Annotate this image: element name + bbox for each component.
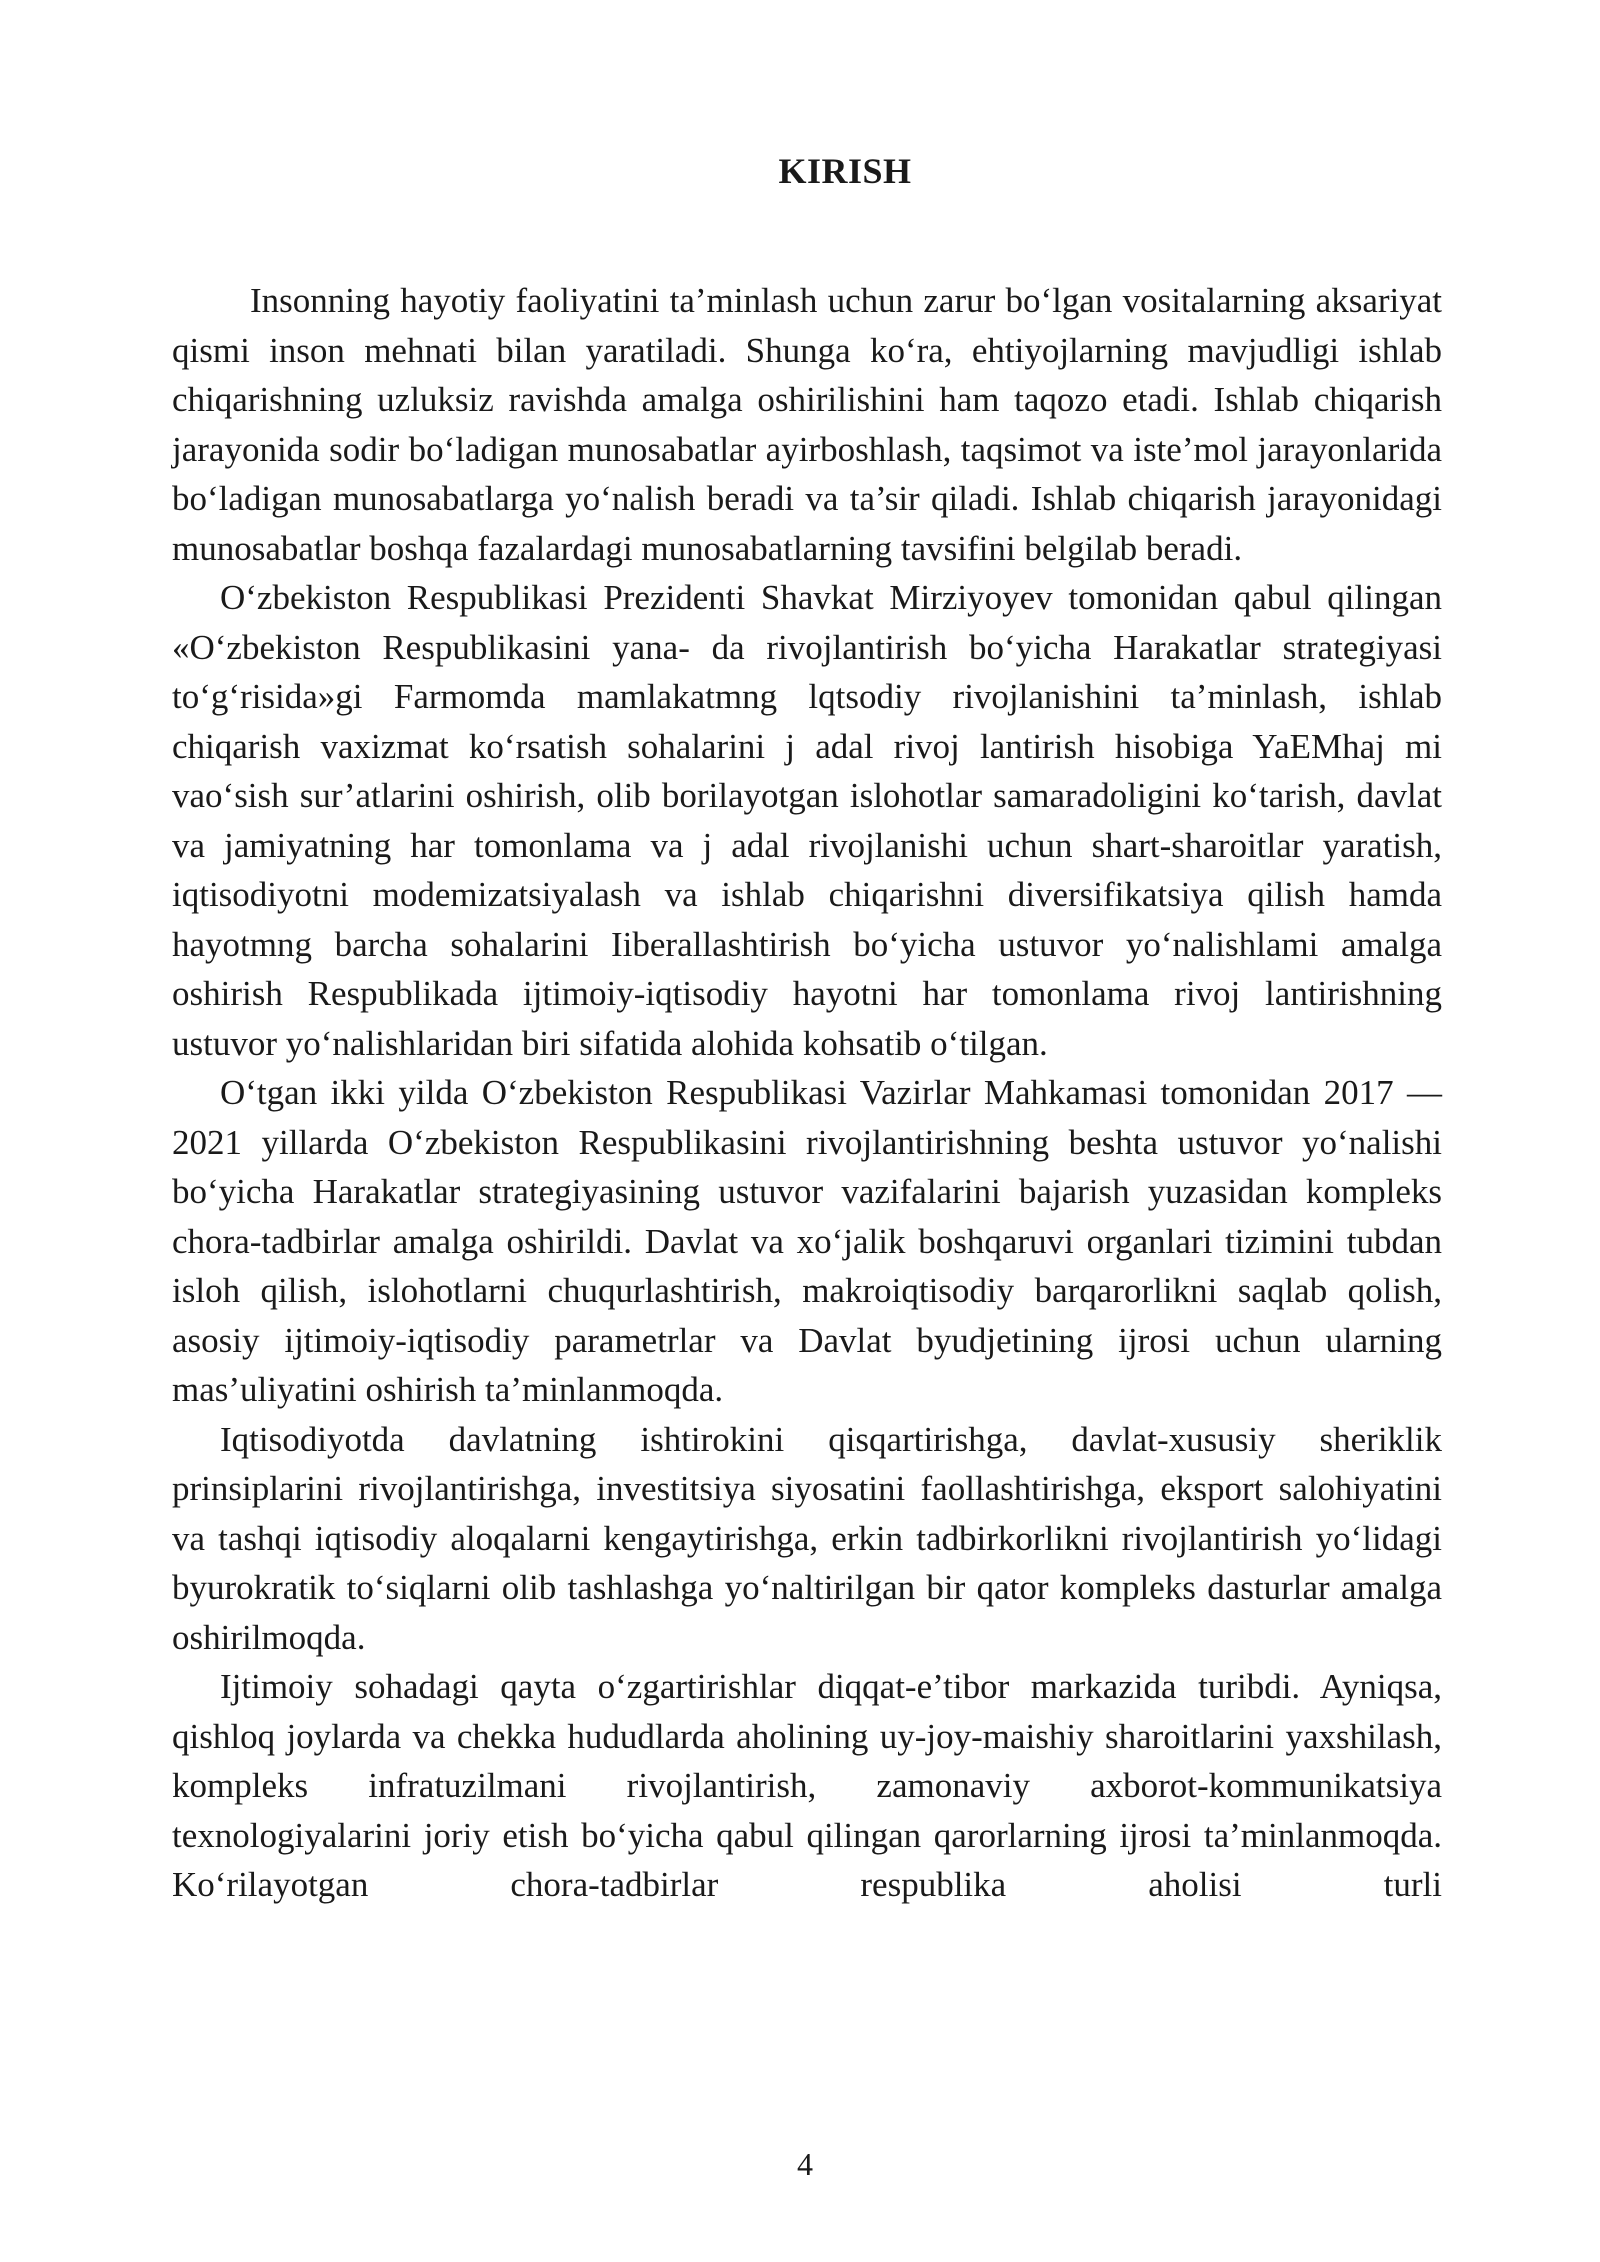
paragraph: O‘zbekiston Respublikasi Prezidenti Shavkat Mirziyoyev tomonidan qabul qilingan «O‘zbekiston Respublikasini yana- da rivojlantirish bo‘yicha Harakatlar strategiyasi to‘g‘risida»gi Farmomda mamlakatmng lqtsodiy rivojlanishini ta’minlash, ishlab chiqarish vaxizmat ko‘rsatish sohalarini j adal rivoj lantirish hisobiga YaEMhaj mi vao‘sish sur’atlarini oshirish, olib borilayotgan islohotlar samaradoligini ko‘tarish, davlat va jamiyatning har tomonlama va j adal rivojlanishi uchun shart-sharoitlar yaratish, iqtisodiyotni modemizatsiyalash va ishlab chiqarishni diversifikatsiya qilish hamda hayotmng barcha sohalarini Iiberallashtirish bo‘yicha ustuvor yo‘nalishlami amalga oshirish Respublikada ijtimoiy-iqtisodiy hayotni har tomonlama rivoj lantirishning ustuvor yo‘nalishlaridan biri sifatida alohida kohsatib o‘tilgan. bbox=[172, 578, 1442, 1063]
paragraph: Insonning hayotiy faoliyatini ta’minlash uchun zarur bo‘lgan vositalarning aksariyat qismi inson mehnati bilan yaratiladi. Shunga ko‘ra, ehtiyojlarning mavjudligi ishlab chiqarishning uzluksiz ravishda amalga oshirilishini ham taqozo etadi. Ishlab chiqarish jarayonida sodir bo‘ladigan munosabatlar ayirboshlash, taqsimot va iste’mol jarayonlarida bo‘ladigan munosabatlarga yo‘nalish beradi va ta’sir qiladi. Ishlab chiqarish jarayonidagi munosabatlar boshqa fazalardagi munosabatlarning tavsifini belgilab beradi. bbox=[172, 281, 1442, 568]
page-title: KIRISH bbox=[778, 151, 912, 191]
paragraph: Iqtisodiyotda davlatning ishtirokini qisqartirishga, davlat-xususiy sheriklik prinsiplarini rivojlantirishga, investitsiya siyosatini faollashtirishga, eksport salohiyatini va tashqi iqtisodiy aloqalarni kengaytirishga, erkin tadbirkorlikni rivojlantirish yo‘lidagi byurokratik to‘siqlarni olib tashlashga yo‘naltirilgan bir qator kompleks dasturlar amalga oshirilmoqda. bbox=[172, 1419, 1442, 1657]
paragraph: O‘tgan ikki yilda O‘zbekiston Respublikasi Vazirlar Mahkamasi tomonidan 2017 — 2021 yillarda O‘zbekiston Respublikasini rivojlantirishning beshta ustuvor yo‘nalishi bo‘yicha Harakatlar strategiyasining ustuvor vazifalarini bajarish yuzasidan kompleks chora-tadbirlar amalga oshirildi. Davlat va xo‘jalik boshqaruvi organlari tizimini tubdan isloh qilish, islohotlarni chuqurlashtirish, makroiqtisodiy barqarorlikni saqlab qolish, asosiy ijtimoiy-iqtisodiy parametrlar va Davlat byudjetining ijrosi uchun ularning mas’uliyatini oshirish ta’minlanmoqda. bbox=[172, 1073, 1442, 1409]
paragraph: Ijtimoiy sohadagi qayta o‘zgartirishlar diqqat-e’tibor markazida turibdi. Ayniqsa, qishloq joylarda va chekka hududlarda aholining uy-joy-maishiy sharoitlarini yaxshilash, kompleks infratuzilmani rivojlantirish, zamonaviy axborot-kommunikatsiya texnologiyalarini joriy etish bo‘yicha qabul qilingan qarorlarning ijrosi ta’minlanmoqda. Ko‘rilayotgan chora-tadbirlar respublika aholisi turli bbox=[172, 1667, 1442, 1904]
page-number: 4 bbox=[797, 2146, 813, 2182]
body-text bbox=[172, 276, 1442, 1910]
